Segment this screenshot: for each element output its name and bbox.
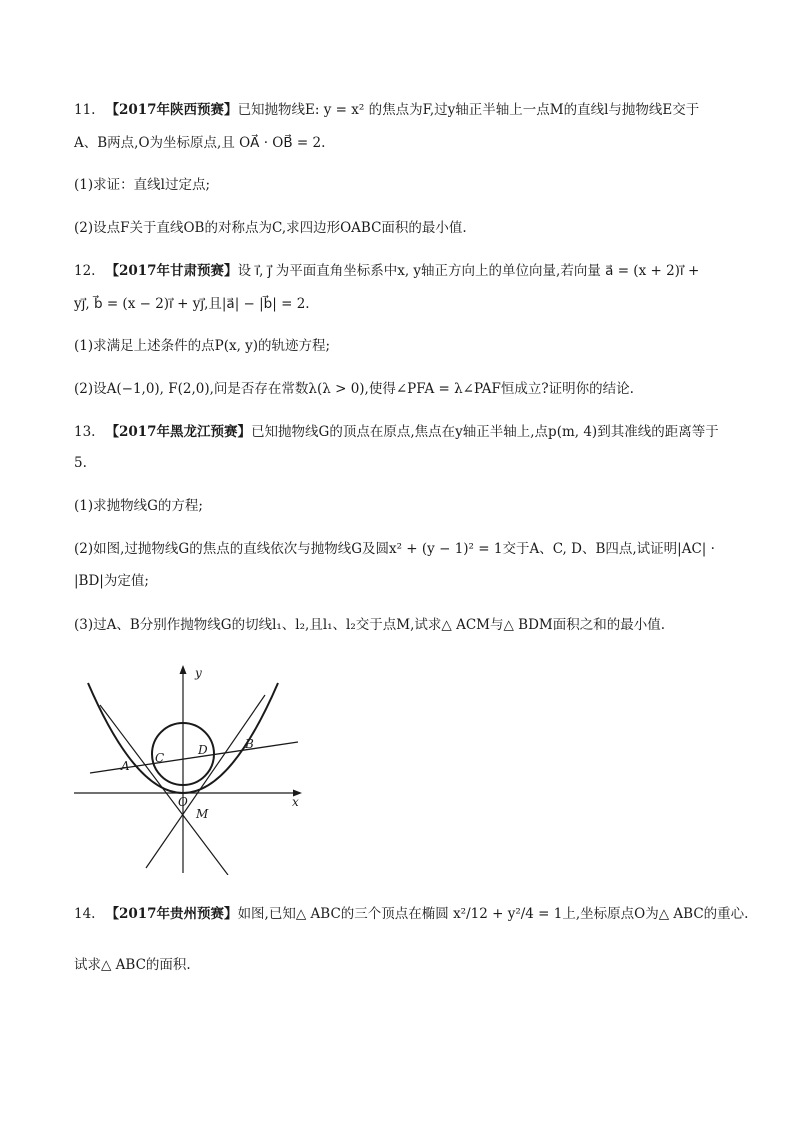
problem-12-stem-line2: yj⃗, b⃗ = (x − 2)i⃗ + yj⃗,且|a⃗| − |b⃗| = 2. bbox=[74, 296, 310, 312]
problem-14-stem-line2: 试求△ ABC的面积. bbox=[74, 957, 191, 973]
problem-11-stem-line2: A、B两点,O为坐标原点,且 OA⃗ · OB⃗ = 2. bbox=[74, 135, 326, 151]
tangent-line-l2 bbox=[146, 695, 265, 868]
problem-11-text-line1: 已知抛物线E: y = x² 的焦点为F,过y轴正半轴上一点M的直线l与抛物线E交于 bbox=[237, 102, 700, 118]
problem-14-text-line1: 如图,已知△ ABC的三个顶点在椭圆 x²/12 + y²/4 = 1上,坐标原点O为△ ABC的重心. bbox=[237, 906, 749, 922]
problem-12-number: 12. bbox=[74, 263, 96, 279]
problem-11-source: 【2017年陕西预赛】 bbox=[105, 102, 238, 118]
problem-13-stem-line2: 5. bbox=[74, 455, 87, 471]
problem-13-part3: (3)过A、B分别作抛物线G的切线l₁、l₂,且l₁、l₂交于点M,试求△ ACM与△ BDM面积之和的最小值. bbox=[74, 617, 666, 633]
problem-11-number: 11. bbox=[74, 102, 96, 118]
problem-13-part2-line1: (2)如图,过抛物线G的焦点的直线依次与抛物线G及圆x² + (y − 1)² = 1交于A、C, D、B四点,试证明|AC| · bbox=[74, 541, 715, 557]
label-A: A bbox=[121, 759, 130, 773]
problem-12-part1: (1)求满足上述条件的点P(x, y)的轨迹方程; bbox=[74, 338, 331, 354]
problem-11-stem-line1 bbox=[74, 100, 699, 120]
problem-13-part2-line2: |BD|为定值; bbox=[74, 573, 149, 589]
problem-14-number: 14. bbox=[74, 906, 96, 922]
problem-13-source: 【2017年黑龙江预赛】 bbox=[105, 424, 252, 440]
problem-12-source: 【2017年甘肃预赛】 bbox=[105, 263, 238, 279]
problem-13-part1: (1)求抛物线G的方程; bbox=[74, 498, 203, 514]
label-y: y bbox=[195, 666, 202, 680]
label-x: x bbox=[292, 795, 299, 809]
label-C: C bbox=[155, 751, 165, 765]
problem-12-text-line1: 设 i⃗, j⃗ 为平面直角坐标系中x, y轴正方向上的单位向量,若向量 a⃗ = (x + 2)i⃗ + bbox=[237, 263, 700, 279]
problem-13-text-line1: 已知抛物线G的顶点在原点,焦点在y轴正半轴上,点p(m, 4)到其准线的距离等于 bbox=[251, 424, 719, 440]
problem-11-part1: (1)求证：直线l过定点; bbox=[74, 177, 210, 193]
problem-12-part2: (2)设A(−1,0), F(2,0),问是否存在常数λ(λ > 0),使得∠PFA = λ∠PAF恒成立?证明你的结论. bbox=[74, 381, 634, 397]
label-M: M bbox=[196, 807, 209, 821]
problem-14-stem-line1 bbox=[74, 904, 748, 924]
y-axis-arrow bbox=[180, 665, 187, 674]
label-O: O bbox=[178, 795, 188, 809]
label-B: B bbox=[245, 737, 254, 751]
problem-12-stem-line1 bbox=[74, 261, 699, 281]
problem-13-figure bbox=[72, 660, 308, 875]
problem-13-number: 13. bbox=[74, 424, 96, 440]
label-D: D bbox=[198, 743, 208, 757]
problem-11-part2: (2)设点F关于直线OB的对称点为C,求四边形OABC面积的最小值. bbox=[74, 220, 467, 236]
problem-13-stem-line1 bbox=[74, 422, 719, 442]
problem-14-source: 【2017年贵州预赛】 bbox=[105, 906, 238, 922]
